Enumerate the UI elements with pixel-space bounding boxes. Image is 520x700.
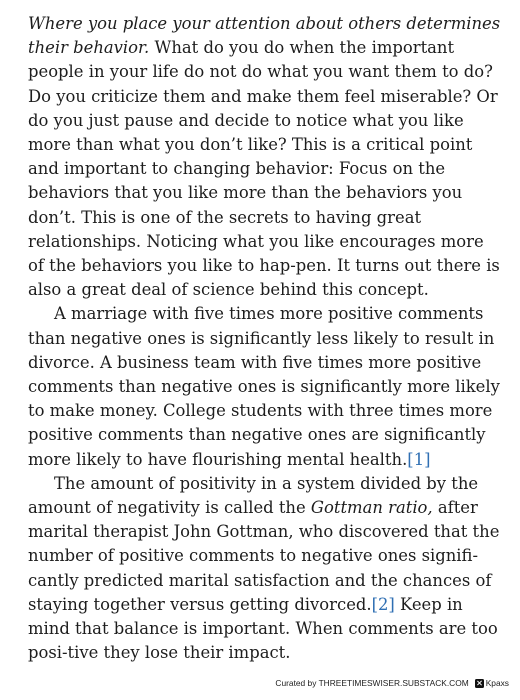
footer-credit [275, 676, 509, 690]
paragraph-3-part1: The amount of positivity in a system divided by the amount of negativity is called the [28, 473, 479, 518]
paragraph-1-lead: Where you place your attention about others determines their behavior. [28, 14, 501, 58]
curated-by-text: Curated by THREETIMESWISER.SUBSTACK.COM [275, 677, 469, 688]
paragraph-2-body: A marriage with five times more positive comments than negative ones is significantly less likely to result in divorce. A business team with five times more positive comments than negative ones is significantly more likely to make money. College students with three times more positive comments than negative ones are significantly more likely to have flourishing mental health. [28, 304, 500, 469]
footnote-link-2[interactable]: [2] [371, 594, 395, 614]
paragraph-3 [28, 472, 501, 666]
footnote-link-1[interactable]: [1] [407, 449, 431, 469]
paragraph-1-body: What do you do when the important people in your life do not do what you want them to do? Do you criticize them and make them feel miserable? Or do you just pause and decide to notice what you like more than what you don’t like? This is a critical point and important to changing behavior: Focus on the behaviors that you like more than the behaviors you don’t. This is one of the secrets to having great relationships. Noticing what you like encourages more of the behaviors you like to hap-pen. It turns out there is also a great deal of science behind this concept. [28, 38, 500, 300]
paragraph-3-part3: Keep in mind that balance is important. When comments are too posi-tive they lose their impact. [28, 594, 498, 663]
paragraph-2 [28, 302, 501, 471]
brand-name: Kpaxs [485, 677, 509, 688]
x-icon [475, 679, 484, 688]
brand [475, 671, 509, 695]
paragraph-3-part2: after marital therapist John Gottman, who discovered that the number of positive comments to negative ones signifi-cantly predicted marital satisfaction and the chances of staying together versus getting divorced. [28, 498, 500, 614]
gottman-ratio-term: Gottman ratio, [310, 498, 433, 518]
paragraph-1 [28, 12, 501, 302]
